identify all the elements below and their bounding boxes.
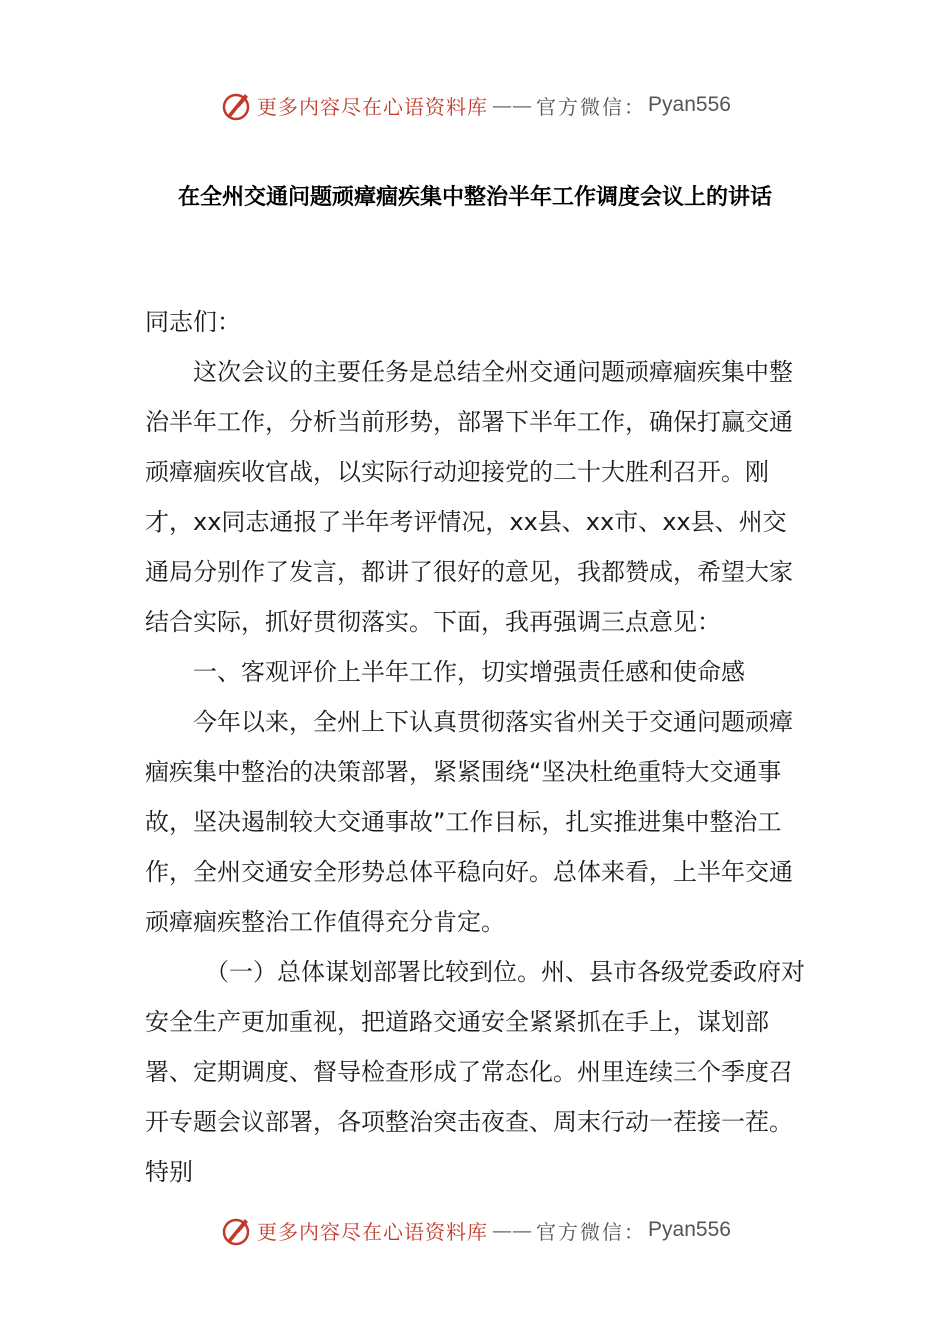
- header-banner: [0, 85, 950, 125]
- banner-wechat-id: Pyan556: [648, 1218, 731, 1241]
- section-heading: 一、客观评价上半年工作，切实增强责任感和使命感: [193, 658, 745, 686]
- footer-banner: [0, 1210, 950, 1250]
- paragraph-overview: 今年以来，全州上下认真贯彻落实省州关于交通问题顽瘴痼疾集中整治的决策部署，紧紧围绕“坚决杜绝重特大交通事故，坚决遏制较大交通事故”工作目标，扎实推进集中整治工作，全州交通安全形势总体平稳向好。总体来看，上半年交通顽瘴痼疾整治工作值得充分肯定。: [145, 708, 793, 936]
- quill-logo-icon: [219, 88, 253, 122]
- banner-text: 更多内容尽在心语资料库: [257, 94, 489, 119]
- document-title: 在全州交通问题顽瘴痼疾集中整治半年工作调度会议上的讲话: [177, 185, 772, 210]
- banner-label: 官方微信：: [536, 1219, 647, 1244]
- document-body: [145, 347, 805, 1197]
- paragraph-subsection: （一）总体谋划部署比较到位。州、县市各级党委政府对安全生产更加重视，把道路交通安全紧紧抓在手上，谋划部署、定期调度、督导检查形成了常态化。州里连续三个季度召开专题会议部署，各项整治突击夜查、周末行动一茬接一茬。特别: [145, 958, 805, 1186]
- salutation: 同志们：: [145, 308, 241, 336]
- paragraph-intro: 这次会议的主要任务是总结全州交通问题顽瘴痼疾集中整治半年工作，分析当前形势，部署下半年工作，确保打赢交通顽瘴痼疾收官战，以实际行动迎接党的二十大胜利召开。刚才，xx同志通报了半年考评情况，xx县、xx市、xx县、州交通局分别作了发言，都讲了很好的意见，我都赞成，希望大家结合实际，抓好贯彻落实。下面，我再强调三点意见：: [145, 358, 793, 636]
- banner-wechat-id: Pyan556: [648, 93, 731, 116]
- banner-label: 官方微信：: [536, 94, 647, 119]
- banner-separator: ——: [492, 1218, 533, 1242]
- banner-text: 更多内容尽在心语资料库: [257, 1219, 489, 1244]
- banner-separator: ——: [492, 93, 533, 117]
- quill-logo-icon: [219, 1213, 253, 1247]
